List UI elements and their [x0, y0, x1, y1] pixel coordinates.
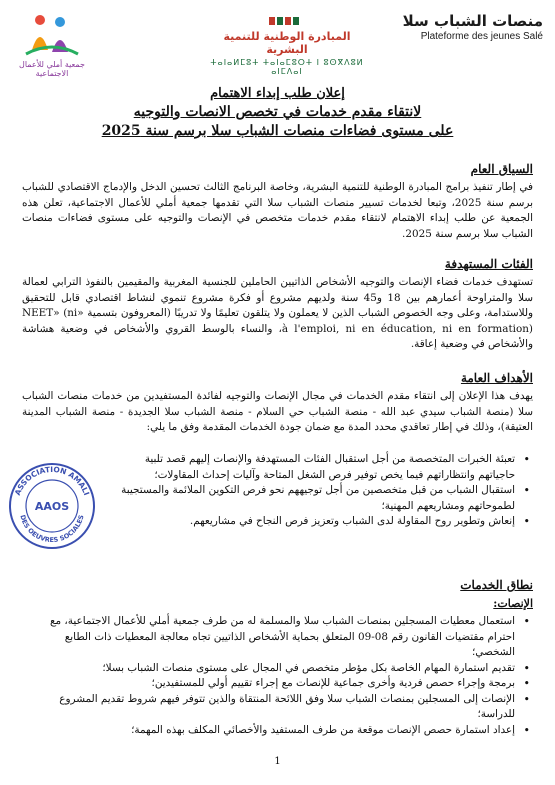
title-line-1: إعلان طلب إبداء الاهتمام: [210, 86, 345, 101]
list-item: • تقديم استمارة المهام الخاصة بكل مؤطر متخصص في المجال على مستوى منصات الشباب بسلا؛: [40, 661, 517, 677]
youth-platform-logo-ar: منصات الشباب سلا: [402, 12, 543, 30]
page-number: 1: [274, 756, 281, 767]
indh-emblem-icon: [267, 14, 307, 28]
goals-list: [110, 452, 533, 530]
list-item: • تعبئة الخبرات المتخصصة من أجل استقبال الفئات المستهدفة والإنصات إليهم قصد تلبية حاجياتهم وانتظاراتهم فيما يخص توفير فرص الشغل المتاحة وآليات إحداث المقاولات؛: [110, 452, 517, 483]
list-item: • الإنصات إلى المسجلين بمنصات الشباب سلا وفق اللائحة المنتقاة والذين تتوفر فيهم شروط تقديم المشروع للدراسة؛: [40, 692, 517, 723]
stamp-text-top: ASSOCIATION AMALI: [12, 464, 92, 497]
list-item: • إعداد استمارة حصص الإنصات موقعة من طرف المستفيد والأخصائي المكلف بهذه المهمة؛: [40, 723, 517, 739]
scope-heading: نطاق الخدمات: [460, 578, 533, 592]
target-paragraph: تستهدف خدمات فضاء الإنصات والتوجيه الأشخاص الذاتيين الحاملين للجنسية المغربية والمقيمين بالنفوذ الترابي لعمالة سلا والمتراوحة أعمارهم بين 18 و45 سنة ولديهم مشروع أو فكرة مشروع تنموي لنشاط اقتصادي قابل للتحقيق وللاستدامة، وعلى وجه الخصوص الشباب الذين لا يعملون ولا يتلقون تعليمًا ولا تدريبًا (المعروفون بتسمية «NEET» (ni à l'emploi, ni en éducation, ni en formation)، والنساء بالوسط القروي والأشخاص في وضعية هشاشة والأشخاص في وضعية إعاقة.: [22, 276, 533, 350]
listening-subheading: الإنصات:: [493, 597, 533, 610]
title-line-2: لانتقاء مقدم خدمات في تخصص الانصات والتوجيه: [133, 104, 422, 120]
announcement-title: [20, 84, 535, 141]
context-paragraph: في إطار تنفيذ برامج المبادرة الوطنية للتنمية البشرية، وخاصة البرنامج الثالث تحسين الدخل والإدماج الاقتصادي للشباب برسم سنة 2025، وتبعا لخدمات تسيير منصات الشباب سلا التي تقدمها جمعية أملي للأعمال الاجتماعية، تعلن هذه الجمعية عن طلب إبداء الاهتمام لانتقاء مقدم خدمات متخصص في الإنصات والتوجيه على مستوى فضاءات منصات الشباب سلا برسم سنة 2025.: [22, 181, 533, 240]
indh-logo-tifinagh: ⵜⴰⵏⴰⵍⵎⵓⵜ ⵜⴰⵏⴰⵎⵓⵔⵜ ⵏ ⵓⵙⴳⴷⵓⵍ ⴰⵏⵎⴷⴰⵏ: [210, 58, 364, 76]
youth-platform-logo-fr: Plateforme des jeunes Salé: [420, 31, 543, 42]
target-heading: الفئات المستهدفة: [444, 257, 533, 271]
list-item: • برمجة وإجراء حصص فردية وأخرى جماعية للإنصات مع إجراء تقييم أولي للمستفيدين؛: [40, 676, 517, 692]
amali-logo-text: جمعية أملي للأعمال الاجتماعية: [19, 60, 85, 78]
svg-text:ASSOCIATION AMALI: [13, 465, 91, 497]
goals-paragraph: يهدف هذا الإعلان إلى انتقاء مقدم الخدمات في مجال الإنصات والتوجيه لفائدة المستفيدين من خدمات منصات الشباب سلا (منصة الشباب سيدي عبد الله - منصة الشباب حي السلام - منصة الشباب سلا الجديدة - منصة الشباب المدينة العتيقة)، وذلك في إطار تعاقدي محدد المدة مع ضمان جودة الخدمات المقدمة وفق ما يلي:: [22, 390, 533, 433]
amali-association-logo: [12, 10, 92, 80]
indh-logo: [202, 14, 372, 76]
goals-heading: الأهداف العامة: [460, 371, 533, 385]
list-item: • إنعاش وتطوير روح المقاولة لدى الشباب وتعزيز فرص النجاح في مشاريعهم.: [110, 514, 517, 530]
list-item: • استعمال معطيات المسجلين بمنصات الشباب سلا والمسلمة له من طرف جمعية أملي للأعمال الاجتماعية، مع احترام مقتضيات القانون رقم 08-09 المتعلق بحماية الأشخاص الذاتيين تجاه معالجة المعطيات ذات الطابع الشخصي؛: [40, 614, 517, 661]
association-stamp: [6, 460, 98, 552]
title-line-3: على مستوى فضاءات منصات الشباب سلا برسم سنة 2025: [101, 123, 454, 139]
scope-list: [40, 614, 533, 738]
header: [12, 10, 543, 78]
stamp-text-bottom: DES OEUVRES SOCIALES: [18, 513, 86, 545]
stamp-center-text: AAOS: [34, 500, 70, 513]
amali-figures-icon: [12, 10, 92, 60]
indh-logo-ar: المبادرة الوطنية للتنمية البشرية: [223, 30, 351, 56]
youth-platform-logo: [373, 12, 543, 42]
context-heading: السياق العام: [470, 162, 533, 176]
list-item: • استقبال الشباب من قبل متخصصين من أجل توجيههم نحو فرص التكوين الملائمة والمستجيبة لطموحاتهم ومشاريعهم المهنية؛: [110, 483, 517, 514]
